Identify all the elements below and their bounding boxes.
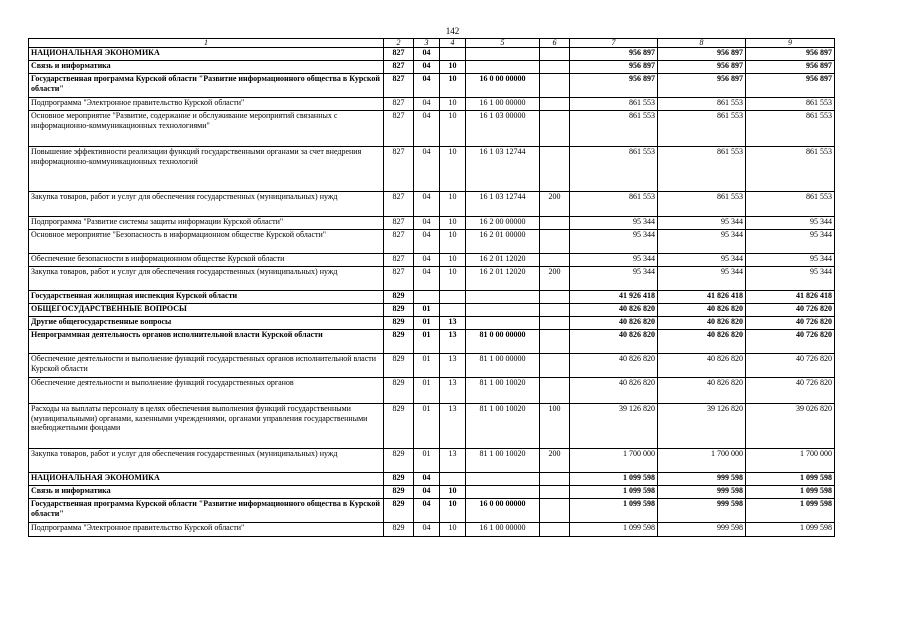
row-expense-type	[540, 473, 570, 486]
row-value-col7: 956 897	[570, 74, 658, 98]
row-target-code: 16 1 00 00000	[466, 98, 540, 111]
row-target-code: 81 1 00 10020	[466, 449, 540, 473]
table-row	[29, 378, 835, 404]
row-value-col7: 861 553	[570, 192, 658, 217]
row-subsection	[440, 291, 466, 304]
row-name: Государственная программа Курской области "Развитие информационного общества в Курской области"	[29, 74, 384, 98]
row-name: Государственная жилищная инспекция Курской области	[29, 291, 384, 304]
row-value-col7: 1 099 598	[570, 486, 658, 499]
row-name: Основное мероприятие "Развитие, содержание и обслуживание мероприятий связанных с информационно-коммуникационных технологиями"	[29, 111, 384, 147]
table-row	[29, 473, 835, 486]
row-value-col8: 861 553	[658, 147, 746, 192]
row-value-col7: 95 344	[570, 254, 658, 267]
table-row	[29, 267, 835, 291]
row-name: Обеспечение безопасности в информационном обществе Курской области	[29, 254, 384, 267]
table-row	[29, 404, 835, 449]
row-value-col8: 40 826 820	[658, 317, 746, 330]
row-ved: 827	[384, 61, 414, 74]
row-expense-type	[540, 304, 570, 317]
row-value-col9: 1 099 598	[746, 523, 835, 537]
row-ved: 829	[384, 404, 414, 449]
row-ved: 827	[384, 230, 414, 254]
row-subsection: 10	[440, 61, 466, 74]
row-section: 04	[414, 147, 440, 192]
row-expense-type	[540, 523, 570, 537]
row-section: 01	[414, 304, 440, 317]
column-number-6: 6	[540, 39, 570, 48]
row-value-col8: 95 344	[658, 217, 746, 230]
row-target-code: 16 1 03 00000	[466, 111, 540, 147]
column-number-9: 9	[746, 39, 835, 48]
row-ved: 827	[384, 48, 414, 61]
row-value-col8: 956 897	[658, 48, 746, 61]
row-name: Подпрограмма "Электронное правительство Курской области"	[29, 98, 384, 111]
row-ved: 829	[384, 523, 414, 537]
column-number-header	[29, 39, 835, 48]
row-expense-type: 200	[540, 192, 570, 217]
row-value-col8: 95 344	[658, 230, 746, 254]
row-expense-type	[540, 354, 570, 378]
row-subsection: 10	[440, 98, 466, 111]
row-subsection: 10	[440, 254, 466, 267]
row-value-col9: 39 026 820	[746, 404, 835, 449]
row-name: Обеспечение деятельности и выполнение функций государственных органов исполнительной власти Курской области	[29, 354, 384, 378]
column-number-1: 1	[29, 39, 384, 48]
row-section: 01	[414, 354, 440, 378]
row-section: 04	[414, 192, 440, 217]
row-ved: 829	[384, 304, 414, 317]
row-section: 01	[414, 317, 440, 330]
row-target-code: 81 1 00 10020	[466, 404, 540, 449]
row-expense-type	[540, 254, 570, 267]
row-value-col9: 95 344	[746, 254, 835, 267]
row-value-col8: 95 344	[658, 254, 746, 267]
row-value-col7: 861 553	[570, 111, 658, 147]
row-section: 04	[414, 217, 440, 230]
row-target-code: 16 1 03 12744	[466, 192, 540, 217]
row-value-col9: 956 897	[746, 48, 835, 61]
row-value-col9: 956 897	[746, 74, 835, 98]
column-number-7: 7	[570, 39, 658, 48]
row-expense-type	[540, 317, 570, 330]
row-subsection: 10	[440, 147, 466, 192]
row-value-col8: 999 598	[658, 523, 746, 537]
row-expense-type	[540, 98, 570, 111]
table-row	[29, 291, 835, 304]
row-name: ОБЩЕГОСУДАРСТВЕННЫЕ ВОПРОСЫ	[29, 304, 384, 317]
table-row	[29, 192, 835, 217]
table-row	[29, 499, 835, 523]
row-name: Повышение эффективности реализации функций государственными органами за счет внедрения информационно-коммуникационных технологий	[29, 147, 384, 192]
table-row	[29, 217, 835, 230]
row-target-code: 16 2 01 00000	[466, 230, 540, 254]
row-expense-type	[540, 217, 570, 230]
row-value-col9: 1 700 000	[746, 449, 835, 473]
row-subsection: 10	[440, 111, 466, 147]
row-value-col7: 41 926 418	[570, 291, 658, 304]
row-target-code: 16 2 01 12020	[466, 254, 540, 267]
row-subsection	[440, 48, 466, 61]
row-ved: 827	[384, 74, 414, 98]
row-value-col7: 1 700 000	[570, 449, 658, 473]
row-ved: 829	[384, 354, 414, 378]
row-ved: 827	[384, 217, 414, 230]
row-ved: 829	[384, 317, 414, 330]
row-target-code: 16 2 00 00000	[466, 217, 540, 230]
row-target-code: 16 0 00 00000	[466, 74, 540, 98]
row-name: Другие общегосударственные вопросы	[29, 317, 384, 330]
row-ved: 827	[384, 267, 414, 291]
row-ved: 827	[384, 192, 414, 217]
row-value-col9: 40 726 820	[746, 317, 835, 330]
row-section: 04	[414, 523, 440, 537]
row-value-col9: 956 897	[746, 61, 835, 74]
row-subsection	[440, 304, 466, 317]
row-value-col9: 95 344	[746, 267, 835, 291]
row-subsection: 10	[440, 230, 466, 254]
row-value-col7: 40 826 820	[570, 378, 658, 404]
column-number-4: 4	[440, 39, 466, 48]
row-section: 04	[414, 61, 440, 74]
row-name: Расходы на выплаты персоналу в целях обеспечения выполнения функций государственными (муниципальными) органами, казенными учреждениями, органами управления государственными внебюджетными фондами	[29, 404, 384, 449]
table-row	[29, 330, 835, 354]
row-subsection: 13	[440, 354, 466, 378]
row-ved: 829	[384, 473, 414, 486]
row-ved: 829	[384, 291, 414, 304]
row-value-col9: 1 099 598	[746, 473, 835, 486]
row-section: 04	[414, 486, 440, 499]
row-value-col8: 999 598	[658, 499, 746, 523]
row-subsection: 10	[440, 74, 466, 98]
row-target-code	[466, 304, 540, 317]
row-ved: 829	[384, 499, 414, 523]
row-value-col8: 861 553	[658, 98, 746, 111]
row-expense-type	[540, 291, 570, 304]
row-value-col8: 40 826 820	[658, 304, 746, 317]
row-subsection: 13	[440, 317, 466, 330]
row-value-col7: 861 553	[570, 147, 658, 192]
row-section: 01	[414, 330, 440, 354]
row-subsection: 10	[440, 523, 466, 537]
table-row	[29, 111, 835, 147]
row-ved: 829	[384, 486, 414, 499]
row-name: НАЦИОНАЛЬНАЯ ЭКОНОМИКА	[29, 473, 384, 486]
row-name: НАЦИОНАЛЬНАЯ ЭКОНОМИКА	[29, 48, 384, 61]
row-name: Закупка товаров, работ и услуг для обеспечения государственных (муниципальных) нужд	[29, 267, 384, 291]
row-name: Государственная программа Курской области "Развитие информационного общества в Курской области"	[29, 499, 384, 523]
row-value-col8: 999 598	[658, 473, 746, 486]
row-section: 04	[414, 74, 440, 98]
row-value-col7: 1 099 598	[570, 473, 658, 486]
row-subsection: 10	[440, 499, 466, 523]
row-value-col7: 40 826 820	[570, 304, 658, 317]
row-value-col8: 956 897	[658, 74, 746, 98]
row-section: 04	[414, 230, 440, 254]
column-number-5: 5	[466, 39, 540, 48]
row-subsection: 10	[440, 192, 466, 217]
row-expense-type	[540, 230, 570, 254]
row-value-col8: 39 126 820	[658, 404, 746, 449]
row-value-col7: 1 099 598	[570, 523, 658, 537]
row-name: Закупка товаров, работ и услуг для обеспечения государственных (муниципальных) нужд	[29, 449, 384, 473]
row-section: 01	[414, 378, 440, 404]
row-subsection: 13	[440, 449, 466, 473]
row-target-code: 16 0 00 00000	[466, 499, 540, 523]
table-row	[29, 98, 835, 111]
row-value-col7: 956 897	[570, 48, 658, 61]
row-target-code	[466, 48, 540, 61]
row-expense-type: 200	[540, 449, 570, 473]
row-value-col9: 40 726 820	[746, 330, 835, 354]
row-value-col8: 41 826 418	[658, 291, 746, 304]
row-section: 01	[414, 404, 440, 449]
row-expense-type	[540, 111, 570, 147]
row-value-col9: 861 553	[746, 192, 835, 217]
row-ved: 829	[384, 378, 414, 404]
column-number-3: 3	[414, 39, 440, 48]
row-value-col8: 95 344	[658, 267, 746, 291]
row-value-col9: 861 553	[746, 98, 835, 111]
row-target-code	[466, 473, 540, 486]
row-expense-type	[540, 330, 570, 354]
row-target-code: 81 0 00 00000	[466, 330, 540, 354]
row-expense-type	[540, 147, 570, 192]
table-row	[29, 304, 835, 317]
table-body	[29, 39, 835, 537]
row-value-col9: 95 344	[746, 230, 835, 254]
row-section: 04	[414, 499, 440, 523]
row-value-col8: 956 897	[658, 61, 746, 74]
column-number-2: 2	[384, 39, 414, 48]
row-name: Обеспечение деятельности и выполнение функций государственных органов	[29, 378, 384, 404]
row-value-col7: 39 126 820	[570, 404, 658, 449]
row-value-col7: 956 897	[570, 61, 658, 74]
row-subsection: 10	[440, 217, 466, 230]
row-value-col7: 95 344	[570, 267, 658, 291]
row-section: 04	[414, 267, 440, 291]
row-value-col7: 95 344	[570, 217, 658, 230]
table-row	[29, 74, 835, 98]
row-value-col8: 40 826 820	[658, 330, 746, 354]
table-row	[29, 48, 835, 61]
row-subsection: 10	[440, 486, 466, 499]
row-value-col8: 40 826 820	[658, 378, 746, 404]
row-value-col9: 95 344	[746, 217, 835, 230]
row-name: Связь и информатика	[29, 61, 384, 74]
row-value-col7: 40 826 820	[570, 330, 658, 354]
row-target-code	[466, 317, 540, 330]
row-expense-type	[540, 486, 570, 499]
row-ved: 827	[384, 147, 414, 192]
row-value-col8: 861 553	[658, 111, 746, 147]
row-target-code: 16 2 01 12020	[466, 267, 540, 291]
row-expense-type	[540, 378, 570, 404]
row-section: 04	[414, 473, 440, 486]
row-value-col9: 40 726 820	[746, 304, 835, 317]
row-value-col9: 40 726 820	[746, 354, 835, 378]
page-number: 142	[445, 26, 460, 36]
column-number-8: 8	[658, 39, 746, 48]
row-subsection: 10	[440, 267, 466, 291]
row-value-col9: 40 726 820	[746, 378, 835, 404]
row-value-col8: 999 598	[658, 486, 746, 499]
row-value-col9: 861 553	[746, 111, 835, 147]
table-row	[29, 486, 835, 499]
row-name: Связь и информатика	[29, 486, 384, 499]
row-ved: 827	[384, 111, 414, 147]
row-value-col7: 40 826 820	[570, 317, 658, 330]
row-value-col8: 1 700 000	[658, 449, 746, 473]
row-value-col8: 861 553	[658, 192, 746, 217]
row-expense-type	[540, 61, 570, 74]
row-name: Закупка товаров, работ и услуг для обеспечения государственных (муниципальных) нужд	[29, 192, 384, 217]
row-ved: 829	[384, 330, 414, 354]
table-row	[29, 449, 835, 473]
table-row	[29, 523, 835, 537]
row-expense-type: 200	[540, 267, 570, 291]
row-expense-type	[540, 48, 570, 61]
row-value-col7: 95 344	[570, 230, 658, 254]
row-name: Подпрограмма "Электронное правительство Курской области"	[29, 523, 384, 537]
row-value-col8: 40 826 820	[658, 354, 746, 378]
row-target-code: 81 1 00 00000	[466, 354, 540, 378]
row-ved: 827	[384, 98, 414, 111]
row-value-col7: 861 553	[570, 98, 658, 111]
row-value-col9: 861 553	[746, 147, 835, 192]
row-section: 04	[414, 111, 440, 147]
row-section: 04	[414, 48, 440, 61]
budget-table	[28, 38, 835, 537]
row-expense-type	[540, 74, 570, 98]
row-value-col9: 1 099 598	[746, 486, 835, 499]
row-subsection	[440, 473, 466, 486]
row-name: Основное мероприятие "Безопасность в информационном обществе Курской области"	[29, 230, 384, 254]
table-row	[29, 61, 835, 74]
row-subsection: 13	[440, 330, 466, 354]
row-target-code	[466, 291, 540, 304]
table-row	[29, 254, 835, 267]
row-name: Подпрограмма "Развитие системы защиты информации Курской области"	[29, 217, 384, 230]
row-section: 01	[414, 449, 440, 473]
row-section	[414, 291, 440, 304]
row-ved: 827	[384, 254, 414, 267]
table-row	[29, 230, 835, 254]
row-target-code	[466, 61, 540, 74]
row-section: 04	[414, 254, 440, 267]
row-target-code: 81 1 00 10020	[466, 378, 540, 404]
row-target-code: 16 1 00 00000	[466, 523, 540, 537]
table-row	[29, 147, 835, 192]
row-expense-type	[540, 499, 570, 523]
row-name: Непрограммная деятельность органов исполнительной власти Курской области	[29, 330, 384, 354]
table-row	[29, 317, 835, 330]
row-value-col7: 1 099 598	[570, 499, 658, 523]
row-subsection: 13	[440, 404, 466, 449]
row-value-col9: 1 099 598	[746, 499, 835, 523]
row-section: 04	[414, 98, 440, 111]
row-target-code	[466, 486, 540, 499]
row-value-col7: 40 826 820	[570, 354, 658, 378]
row-ved: 829	[384, 449, 414, 473]
row-value-col9: 41 826 418	[746, 291, 835, 304]
row-subsection: 13	[440, 378, 466, 404]
table-row	[29, 354, 835, 378]
row-target-code: 16 1 03 12744	[466, 147, 540, 192]
row-expense-type: 100	[540, 404, 570, 449]
